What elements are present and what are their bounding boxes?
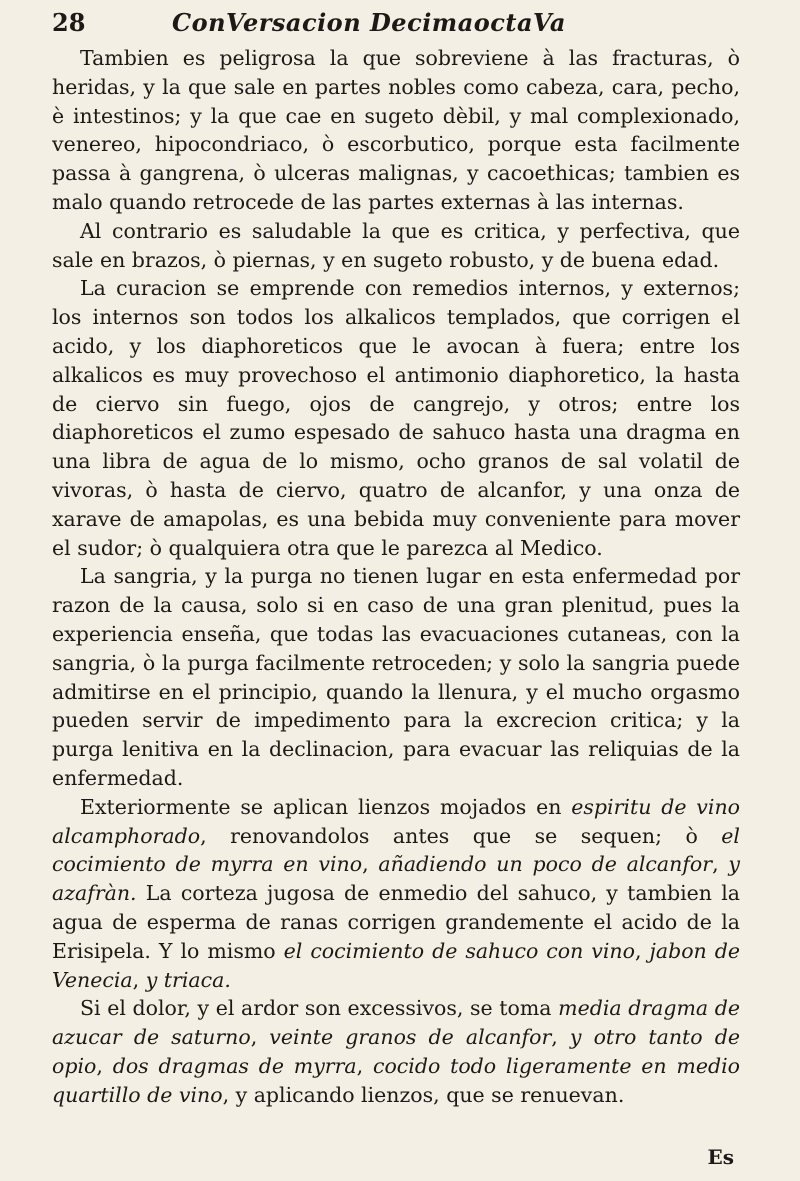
italic-text: el cocimiento de myrra en vino [52, 823, 740, 877]
italic-text: el cocimiento de sahuco con vino [283, 938, 635, 963]
text-run: , [712, 852, 729, 877]
paragraph [52, 562, 740, 792]
italic-text: cocido todo ligeramente en medio quartillo de vino [52, 1053, 740, 1107]
running-head: ConVersacion DecimaoctaVa [172, 8, 566, 37]
page-header [52, 8, 740, 44]
text-run: La corteza jugosa de enmedio del sahuco, y tambien la agua de esperma de ranas corrigen grandemente el acido de la Erisipela. Y lo mismo [52, 881, 740, 963]
text-run: , y aplicando lienzos, que se renuevan. [222, 1082, 625, 1107]
text-run: Si el dolor, y el ardor son excessivos, se toma [80, 996, 559, 1021]
text-run: , renovandolos antes que se sequen; ò [200, 823, 722, 848]
paragraph [52, 217, 740, 275]
text-run: Tambien es peligrosa la que sobreviene à las fracturas, ò heridas, y la que sale en partes nobles como cabeza, cara, pecho, è intestinos; y la que cae en sugeto dèbil, y mal complexionado, venereo, hipocondriaco, ò escorbutico, porque esta facilmente passa à gangrena, ò ulceras malignas, y cacoethicas; tambien es malo quando retrocede de las partes externas à las internas. [52, 46, 740, 214]
page-number: 28 [52, 8, 86, 37]
italic-text: y otro tanto de opio [52, 1025, 740, 1078]
text-run: , [634, 938, 650, 963]
italic-text: jabon de Venecia [52, 938, 740, 992]
text-run: La sangria, y la purga no tienen lugar en esta enfermedad por razon de la causa, solo si en caso de una gran plenitud, pues la experiencia enseña, que todas las evacuaciones cutaneas, con la sangria, ò la purga facilmente retroceden; y solo la sangria puede admitirse en el principio, quando la llenura, y el mucho orgasmo pueden servir de impedimento para la excrecion critica; y la purga lenitiva en la declinacion, para evacuar las reliquias de la enfermedad. [52, 564, 740, 790]
text-run: , [250, 1025, 270, 1050]
text-run: , [551, 1025, 570, 1050]
italic-text: veinte granos de alcanfor [269, 1025, 552, 1050]
text-run: , [132, 967, 146, 992]
paragraph [52, 44, 740, 217]
paragraph [52, 793, 740, 995]
text-run: Al contrario es saludable la que es critica, y perfectiva, que sale en brazos, ò piernas, y en sugeto robusto, y de buena edad. [52, 218, 740, 272]
italic-text: añadiendo un poco de alcanfor [378, 852, 713, 877]
text-run: , [362, 852, 379, 877]
text-run: La curacion se emprende con remedios internos, y externos; los internos son todos los alkalicos templados, que corrigen el acido, y los diaphoreticos que le avocan à fuera; entre los alkalicos es muy provechoso el antimonio diaphoretico, la hasta de ciervo sin fuego, ojos de cangrejo, y otros; entre los diaphoreticos el zumo espesado de sahuco hasta una dragma en una libra de agua de lo mismo, ocho granos de sal volatil de vivoras, ò hasta de ciervo, quatro de alcanfor, y una onza de xarave de amapolas, es una bebida muy conveniente para mover el sudor; ò qualquiera otra que le parezca al Medico. [52, 276, 740, 560]
body-text [52, 44, 740, 1109]
italic-text: dos dragmas de myrra [112, 1053, 357, 1078]
text-run: Exteriormente se aplican lienzos mojados en [80, 794, 572, 819]
text-run: , [96, 1053, 113, 1078]
paragraph [52, 274, 740, 562]
catchword: Es [707, 1145, 734, 1169]
italic-text: media dragma de azucar de saturno [52, 996, 741, 1050]
italic-text: y azafràn. [52, 852, 740, 906]
paragraph [52, 994, 740, 1109]
italic-text: y triaca. [145, 967, 231, 992]
text-run: , [356, 1053, 373, 1078]
italic-text: espiritu de vino alcamphorado [52, 794, 740, 848]
